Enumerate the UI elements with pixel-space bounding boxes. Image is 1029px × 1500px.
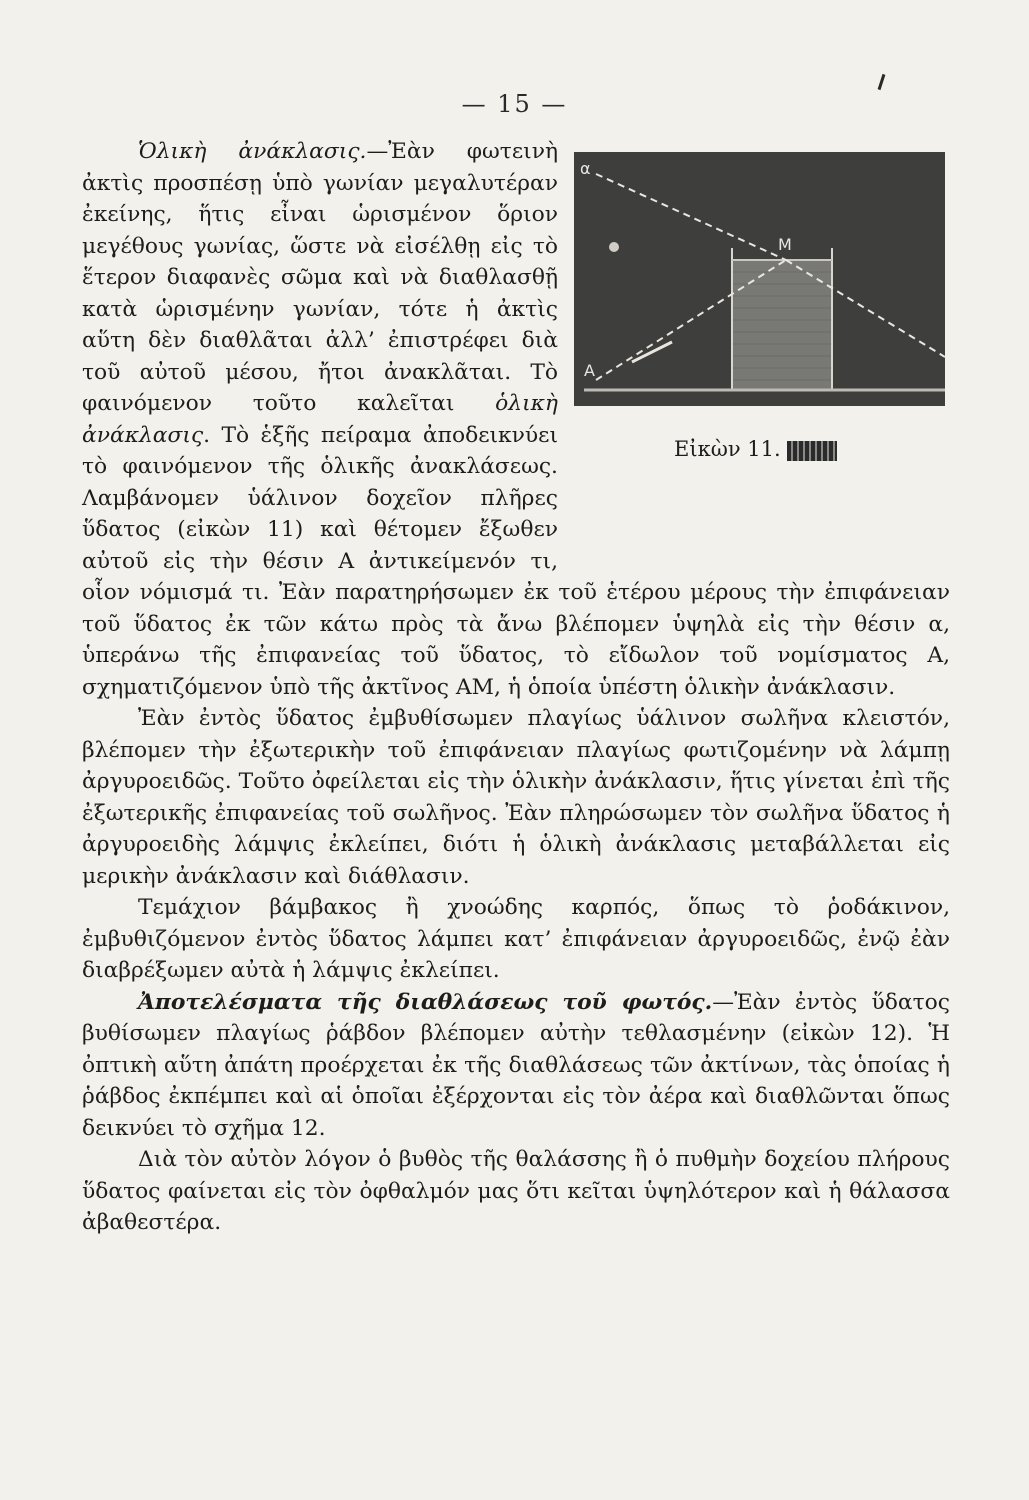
coin-image-dot bbox=[609, 242, 619, 252]
total-reflection-diagram bbox=[574, 152, 945, 406]
figure-11-photo bbox=[574, 152, 945, 406]
pencil-mark bbox=[878, 74, 886, 90]
paragraph-sea-bottom: Διὰ τὸν αὐτὸν λόγον ὁ βυθὸς τῆς θαλάσσης ἢ ὁ πυθμὴν δοχείου πλήρους ὕδατος φαίνεται εἰς τὸν ὀφθαλμόν μας ὅτι κεῖται ὑψηλότερον καὶ ἡ θάλασσα ἀβαθεστέρα. bbox=[82, 1147, 950, 1235]
paragraph-cotton: Τεμάχιον βάμβακος ἢ χνοώδης καρπός, ὅπως τὸ ῥοδάκινον, ἐμβυθιζόμενον ἐντὸς ὕδατος λάμπει κατ’ ἐπιφάνειαν ἀργυροειδῶς, ἐνῷ ἐὰν διαβρέξωμεν αὐτὰ ἡ λάμψις ἐκλείπει. bbox=[82, 895, 950, 983]
print-smudge bbox=[787, 441, 837, 461]
heading-total-reflection: Ὁλικὴ ἀνάκλασις. bbox=[138, 139, 367, 164]
label-a: α bbox=[580, 159, 591, 178]
paragraph-refraction-effects bbox=[82, 987, 950, 1145]
page-number: — 15 — bbox=[461, 90, 568, 118]
figure-caption bbox=[674, 434, 837, 466]
paragraph-4-text: —Ἐὰν ἐντὸς ὕδατος βυθίσωμεν πλαγίως ῥάβδον βλέπομεν αὐτὴν τεθλασμένην (εἰκὼν 12). Ἡ ὀπτικὴ αὕτη ἀπάτη προέρχεται ἐκ τῆς διαθλάσεως τῶν ἀκτίνων, τὰς ὁποίας ἡ ῥάβδος ἐκπέμπει καὶ αἱ ὁποῖαι ἐξέρχονται εἰς τὸν ἀέρα καὶ διαθλῶνται ὅπως δεικνύει τὸ σχῆμα 12. bbox=[82, 989, 950, 1141]
paragraph-glass-tube: Ἐὰν ἐντὸς ὕδατος ἐμβυθίσωμεν πλαγίως ὑάλινον σωλῆνα κλειστόν, βλέπομεν τὴν ἐξωτερικὴν τοῦ ἐπιφάνειαν πλαγίως φωτιζομένην νὰ λάμπῃ ἀργυροειδῶς. Τοῦτο ὀφείλεται εἰς τὴν ὁλικὴν ἀνάκλασιν, ἥτις γίνεται ἐπὶ τῆς ἐξωτερικῆς ἐπιφανείας τοῦ σωλῆνος. Ἐὰν πληρώσωμεν τὸν σωλῆνα ὕδατος ἡ ἀργυροειδὴς λάμψις ἐκλείπει, διότι ἡ ὁλικὴ ἀνάκλασις μεταβάλλεται εἰς μερικὴν ἀνάκλασιν καὶ διάθλασιν. bbox=[82, 706, 950, 889]
figure-caption-text: Εἰκὼν 11. bbox=[674, 437, 781, 461]
term-total-reflection: ὁλικὴ ἀνάκλασις bbox=[82, 391, 558, 448]
body-text bbox=[82, 136, 950, 1239]
figure-11 bbox=[574, 142, 950, 547]
paragraph-1-text-b: . Τὸ ἑξῆς πείραμα ἀποδεικνύει τὸ φαινόμενον τῆς ὁλικῆς ἀνακλάσεως. Λαμβάνομεν ὑάλινον δοχεῖον πλῆρες ὕδατος (εἰκὼν 11) καὶ θέτομεν ἔξωθεν αὐτοῦ εἰς τὴν θέσιν Α ἀντικείμενόν τι, οἷον νόμισμά τι. Ἐὰν παρατηρήσωμεν ἐκ τοῦ ἑτέρου μέρους τὴν ἐπιφάνειαν τοῦ ὕδατος ἐκ τῶν κάτω πρὸς τὰ ἄνω βλέπομεν ὑψηλὰ εἰς τὴν θέσιν α, ὑπεράνω τῆς ἐπιφανείας τοῦ ὕδατος, τὸ εἴδωλον τοῦ νομίσματος Α, σχηματιζόμενον ὑπὸ τῆς ἀκτῖνος ΑΜ, ἡ ὁποία ὑπέστη ὁλικὴν ἀνάκλασιν. bbox=[82, 422, 950, 700]
heading-refraction-effects: Ἀποτελέσματα τῆς διαθλάσεως τοῦ φωτός. bbox=[138, 989, 713, 1015]
paragraph-1-text: —Ἐὰν φωτεινὴ ἀκτὶς προσπέσῃ ὑπὸ γωνίαν μεγαλυτέραν ἐκείνης, ἥτις εἶναι ὡρισμένον ὅριον μεγέθους γωνίας, ὥστε νὰ εἰσέλθῃ εἰς τὸ ἕτερον διαφανὲς σῶμα καὶ νὰ διαθλασθῇ κατὰ ὡρισμένην γωνίαν, τότε ἡ ἀκτὶς αὕτη δὲν διαθλᾶται ἀλλ’ ἐπιστρέφει διὰ τοῦ αὐτοῦ μέσου, ἤτοι ἀνακλᾶται. Τὸ φαινόμενον τοῦτο καλεῖται bbox=[82, 139, 559, 416]
label-M: M bbox=[778, 235, 792, 254]
label-A: A bbox=[584, 361, 595, 380]
